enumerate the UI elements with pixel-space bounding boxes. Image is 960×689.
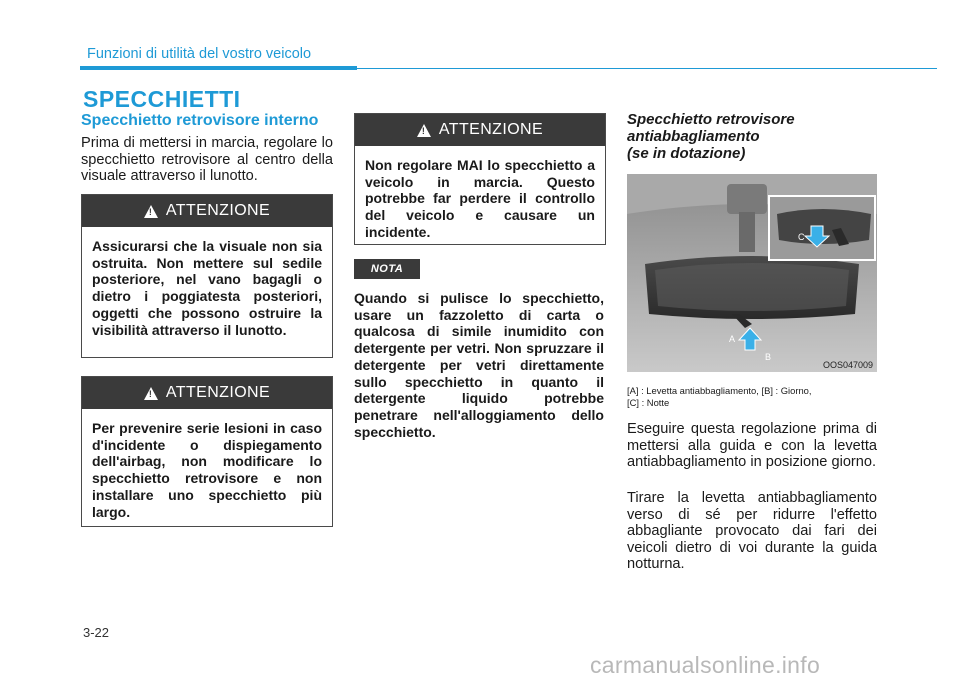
figure-code: OOS047009 [822, 360, 873, 370]
nota-paragraph: Quando si pulisce lo specchietto, usare un fazzoletto di carta o qualcosa di simile inumidito con detergente per vetri. Non spruzzare il detergente per vetri direttamente sullo specchietto in quanto il detergente liquido potrebbe penetrare nell'alloggiamento dello specchietto. [354, 290, 604, 440]
caption-line: [C] : Notte [627, 397, 670, 408]
warning-header [355, 114, 605, 146]
warning-box-driving [354, 113, 606, 245]
heading-line: (se in dotazione) [627, 145, 746, 162]
header-rule-thin [357, 68, 937, 70]
rearview-mirror-photo [627, 174, 877, 372]
subsection-heading-antiglare [627, 111, 795, 162]
intro-paragraph: Prima di mettersi in marcia, regolare lo specchietto retrovisore al centro della visuale attraverso il lunotto. [81, 135, 333, 185]
figure-caption [627, 385, 811, 409]
warning-label: ATTENZIONE [165, 202, 271, 219]
caption-line: [A] : Levetta antiabbagliamento, [B] : Giorno, [627, 385, 812, 396]
label-c: C [798, 232, 805, 242]
nota-badge: NOTA [354, 259, 420, 279]
heading-line: Specchietto retrovisore [627, 111, 795, 128]
section-title: SPECCHIETTI [83, 86, 241, 112]
page-number: 3-22 [83, 625, 110, 640]
warning-text: Non regolare MAI lo specchietto a veicolo in marcia. Questo potrebbe far perdere il controllo del veicolo e causare un incidente. [365, 157, 595, 240]
warning-triangle-icon [144, 387, 158, 400]
chapter-title: Funzioni di utilità del vostro veicolo [87, 46, 312, 62]
warning-text: Per prevenire serie lesioni in caso d'incidente o dispiegamento dell'airbag, non modificare lo specchietto retrovisore e non installare uno specchietto più largo. [92, 420, 322, 520]
night-paragraph: Tirare la levetta antiabbagliamento verso di sé per ridurre l'effetto abbagliante provocato dai fari dei veicoli dietro di voi durante la guida notturna. [627, 490, 877, 573]
warning-header [82, 377, 332, 409]
heading-line: antiabbagliamento [627, 128, 760, 145]
warning-label: ATTENZIONE [165, 384, 271, 401]
adjust-paragraph: Eseguire questa regolazione prima di mettersi alla guida e con la levetta antiabbagliamento in posizione giorno. [627, 421, 877, 471]
warning-triangle-icon [417, 124, 431, 137]
header-rule-thick [80, 66, 357, 70]
warning-triangle-icon [144, 205, 158, 218]
warning-box-visibility [81, 194, 333, 358]
subsection-title: Specchietto retrovisore interno [81, 112, 319, 129]
watermark: carmanualsonline.info [590, 652, 821, 678]
label-a: A [729, 334, 736, 344]
warning-box-airbag [81, 376, 333, 527]
label-b: B [765, 352, 772, 362]
warning-label: ATTENZIONE [438, 121, 544, 138]
warning-text: Assicurarsi che la visuale non sia ostruita. Non mettere sul sedile posteriore, nel vano bagagli o dietro i poggiatesta posteriori, oggetti che possono ostruire la visibilità attraverso il lunotto. [92, 238, 322, 338]
warning-header [82, 195, 332, 227]
